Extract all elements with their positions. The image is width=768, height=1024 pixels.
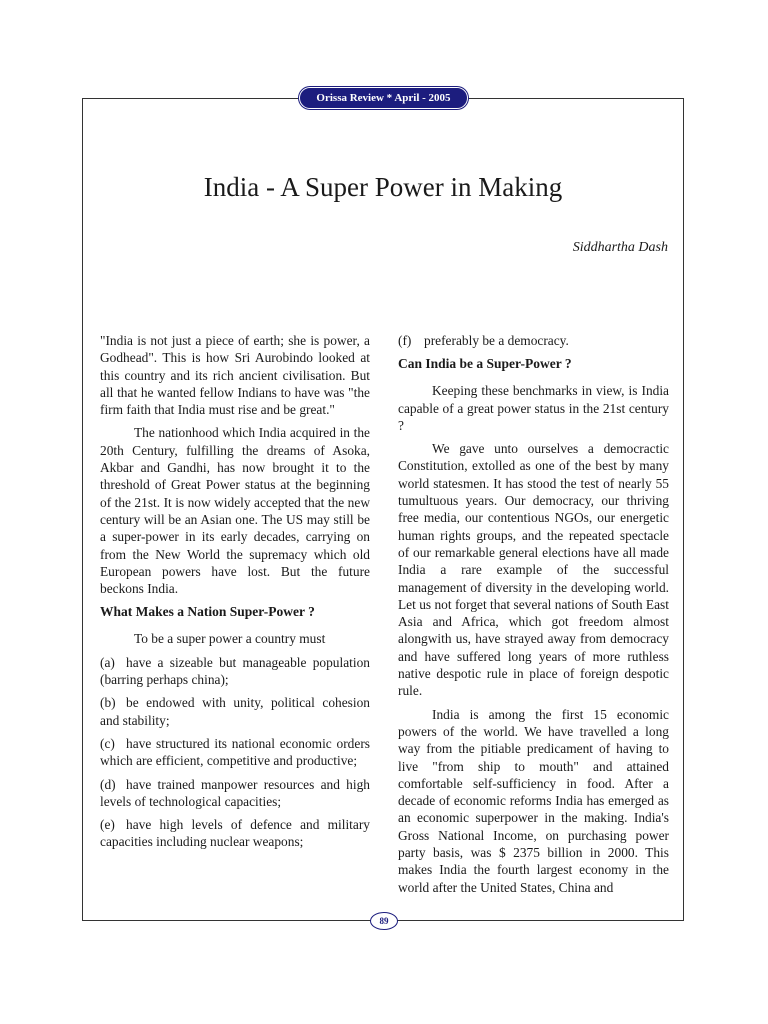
list-item-label: (d) — [100, 776, 116, 792]
paragraph: The nationhood which India acquired in the 20th Century, fulfilling the dreams of Asoka, Akbar and Gandhi, has now brought it to the threshold of Great Power status at the beginning of the 21st. It is now widely accepted that the new century will be an Asian one. The US may still be a super-power in its early decades, carrying on from the New World the supremacy which old European powers have lost. But the future beckons India. — [100, 425, 370, 597]
paragraph: Keeping these benchmarks in view, is India capable of a great power status in the 21st century ? — [398, 383, 669, 433]
list-item — [100, 776, 370, 811]
list-item-label: (f) — [398, 333, 412, 348]
list-item-text: have a sizeable but manageable population (barring perhaps china); — [100, 654, 370, 688]
list-item-label: (b) — [100, 695, 116, 711]
article-author: Siddhartha Dash — [572, 240, 668, 255]
list-intro: To be a super power a country must — [134, 631, 326, 647]
list-item-text: have high levels of defence and military capacities including nuclear weapons; — [100, 817, 370, 850]
paragraph: We gave unto ourselves a democractic Constitution, extolled as one of the best by many world statesmen. It has stood the test of nearly 55 tumultuous years. Our democracy, our thriving free media, our contentious NGOs, our energetic human rights groups, and the repeated spectacle of our remarkable general elections have all made India a rare example of the successful management of diversity in the developing world. Let us not forget that several nations of South East Asia and Africa, which got freedom almost alongwith us, have strayed away from democracy and have suffered long years of more ruthless native despotic rule in place of foreign despotic rule. — [398, 441, 669, 699]
list-item — [100, 694, 370, 729]
list-item — [398, 332, 669, 349]
paragraph: "India is not just a piece of earth; she is power, a Godhead". This is how Sri Aurobindo looked at this country and its rich ancient civilisation. But all that he wanted fellow Indians to have was "the firm faith that India must rise and be great." — [100, 333, 370, 418]
list-item-label: (c) — [100, 735, 115, 751]
list-item-text: have trained manpower resources and high levels of technological capacities; — [100, 776, 370, 809]
page-number-badge: 89 — [370, 912, 398, 930]
list-item-text: preferably be a democracy. — [424, 333, 569, 348]
list-item-label: (e) — [100, 817, 115, 833]
list-item — [100, 735, 370, 770]
list-item-text: have structured its national economic orders which are efficient, competitive and productive; — [100, 735, 370, 769]
journal-header-badge: Orissa Review * April - 2005 — [300, 88, 467, 108]
article-title: India - A Super Power in Making — [203, 172, 563, 202]
list-item-label: (a) — [100, 654, 115, 670]
section-heading: What Makes a Nation Super-Power ? — [100, 604, 315, 620]
left-column — [100, 332, 370, 857]
section-heading: Can India be a Super-Power ? — [398, 356, 572, 372]
list-item-text: be endowed with unity, political cohesion and stability; — [100, 695, 370, 728]
right-column — [398, 332, 669, 902]
list-item — [100, 654, 370, 689]
paragraph: India is among the first 15 economic powers of the world. We have travelled a long way from the pitiable predicament of having to live "from ship to mouth" and attained comfortable self-sufficiency in food. After a decade of economic reforms India has emerged as an economic superpower in the making. India's Gross National Income, on purchasing power party basis, was $ 2375 billion in 2000. This makes India the fourth largest economy in the world after the United States, China and — [398, 706, 669, 895]
list-item — [100, 816, 370, 851]
